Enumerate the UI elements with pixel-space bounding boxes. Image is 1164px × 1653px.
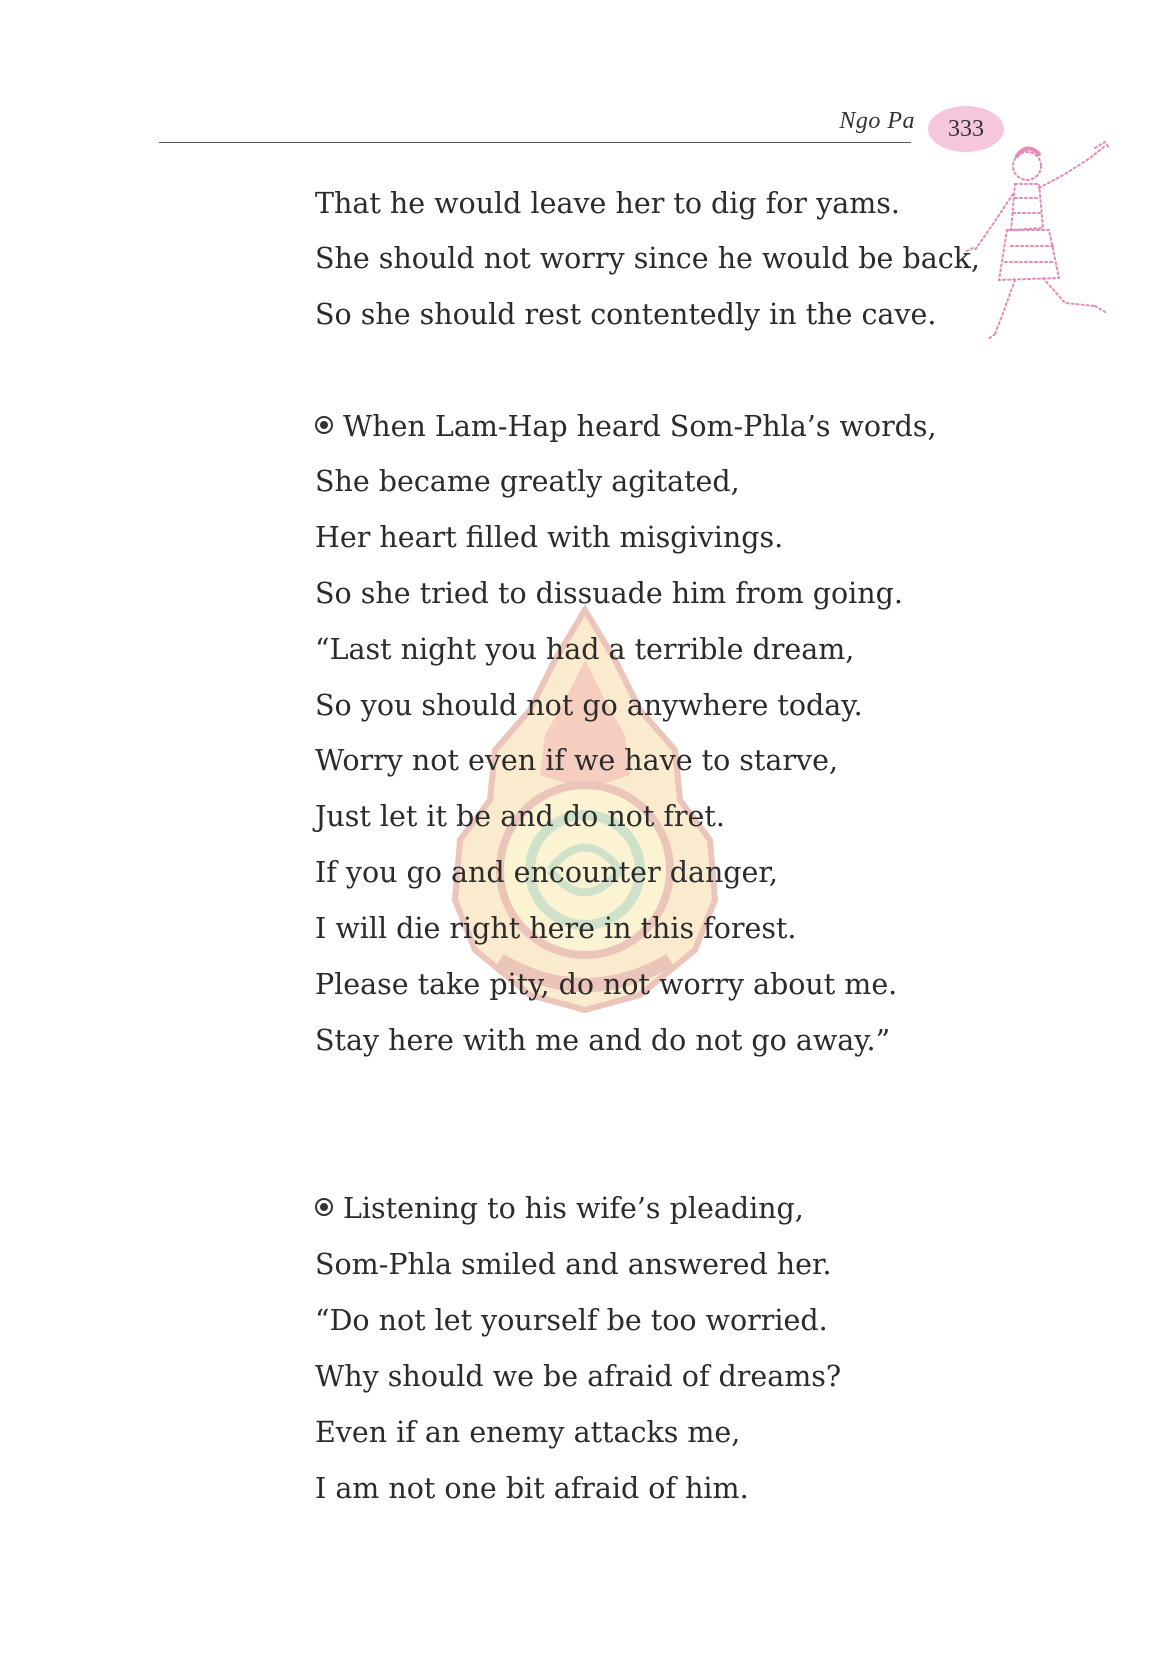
poem-line: She should not worry since he would be back, [315,242,980,275]
stanza-bullet-icon [315,416,333,434]
running-title: Ngo Pa [839,108,915,134]
poem-line: Just let it be and do not fret. [315,800,725,833]
poem-line-text: When Lam-Hap heard Som-Phla’s words, [343,410,937,443]
poem-line: She became greatly agitated, [315,465,740,498]
poem-line: Even if an enemy attacks me, [315,1416,741,1449]
poem-line: That he would leave her to dig for yams. [315,187,900,220]
header-rule [159,142,911,143]
poem-line: I am not one bit afraid of him. [315,1472,749,1505]
poem-line: Her heart filled with misgivings. [315,521,784,554]
poem-line: I will die right here in this forest. [315,912,797,945]
poem-line [315,1192,804,1225]
poem-line-text: Listening to his wife’s pleading, [343,1192,804,1225]
poem-line [315,410,937,443]
stanza-bullet-icon [315,1198,333,1216]
poem-line: “Last night you had a terrible dream, [315,633,855,666]
poem-line: Stay here with me and do not go away.” [315,1024,891,1057]
page-number: 333 [948,115,984,142]
poem-line: Please take pity, do not worry about me. [315,968,898,1001]
poem-line: So she tried to dissuade him from going. [315,577,903,610]
poem-line: Worry not even if we have to starve, [315,744,839,777]
poem-line: If you go and encounter danger, [315,856,778,889]
poem-line: So she should rest contentedly in the cave. [315,298,937,331]
poem-line: “Do not let yourself be too worried. [315,1304,828,1337]
poem-line: Som-Phla smiled and answered her. [315,1248,832,1281]
dancer-illustration-icon [955,138,1135,348]
poem-line: So you should not go anywhere today. [315,689,863,722]
poem-line: Why should we be afraid of dreams? [315,1360,842,1393]
